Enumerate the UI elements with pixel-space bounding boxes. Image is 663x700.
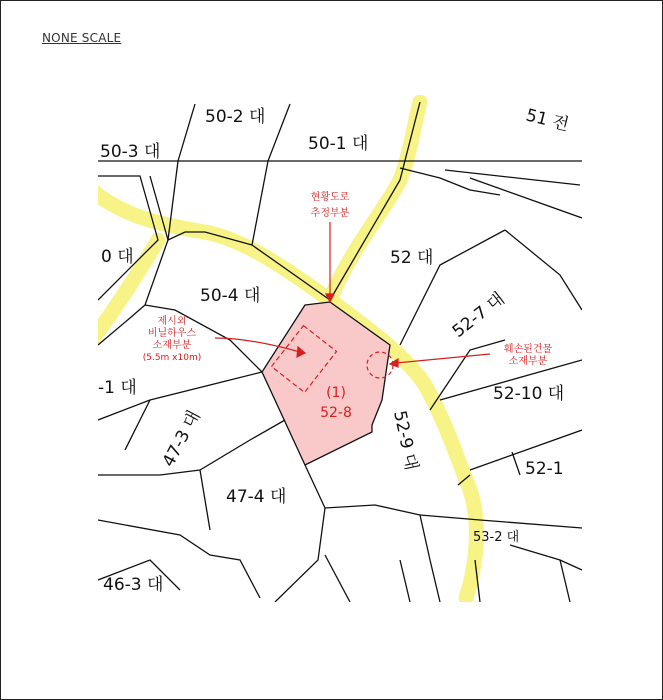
parcel-label-53-2: 53-2 대 (473, 530, 520, 545)
parcel-label-52-7: 52-7 대 (448, 288, 509, 342)
ruin-annotation (504, 342, 553, 367)
road-annotation (311, 190, 350, 219)
subject-number: (1) (326, 385, 346, 401)
vinyl-note-size: (5.5m x10m) (142, 353, 202, 363)
parcel-label-51: 51 전 (523, 105, 571, 136)
parcel-label-47-4: 47-4 대 (226, 487, 287, 507)
parcel-label-52-10: 52-10 대 (493, 384, 565, 404)
parcel-label-left-a: 0 대 (101, 247, 134, 267)
vinyl-note-line1: 제시외 (157, 316, 187, 327)
scale-note: NONE SCALE (42, 31, 122, 45)
parcel-label-52: 52 대 (390, 248, 434, 268)
parcel-label-left-b: -1 대 (98, 378, 137, 398)
parcel-label-47-3: 47-3 대 (158, 407, 205, 471)
subject-label: 52-8 (320, 405, 352, 421)
vinyl-note-line3: 소재부분 (152, 340, 192, 351)
vinyl-note-line2: 비닐하우스 (147, 328, 197, 339)
road-note-line2: 추정부분 (310, 208, 350, 219)
parcel-label-50-2: 50-2 대 (205, 107, 266, 127)
ruin-note-line2: 소재부분 (508, 356, 548, 367)
parcel-label-50-1: 50-1 대 (308, 134, 369, 154)
parcel-label-52-11: 52-1 (525, 459, 564, 479)
parcel-label-50-4: 50-4 대 (200, 286, 261, 306)
parcel-label-50-3: 50-3 대 (100, 142, 161, 162)
vinyl-annotation (143, 314, 202, 363)
ruin-note-line1: 훼손된건물 (503, 344, 553, 355)
parcel-label-52-9: 52-9 대 (389, 408, 422, 473)
road-note-line1: 현황도로 (310, 192, 350, 203)
parcel-label-46-3: 46-3 대 (103, 575, 164, 595)
